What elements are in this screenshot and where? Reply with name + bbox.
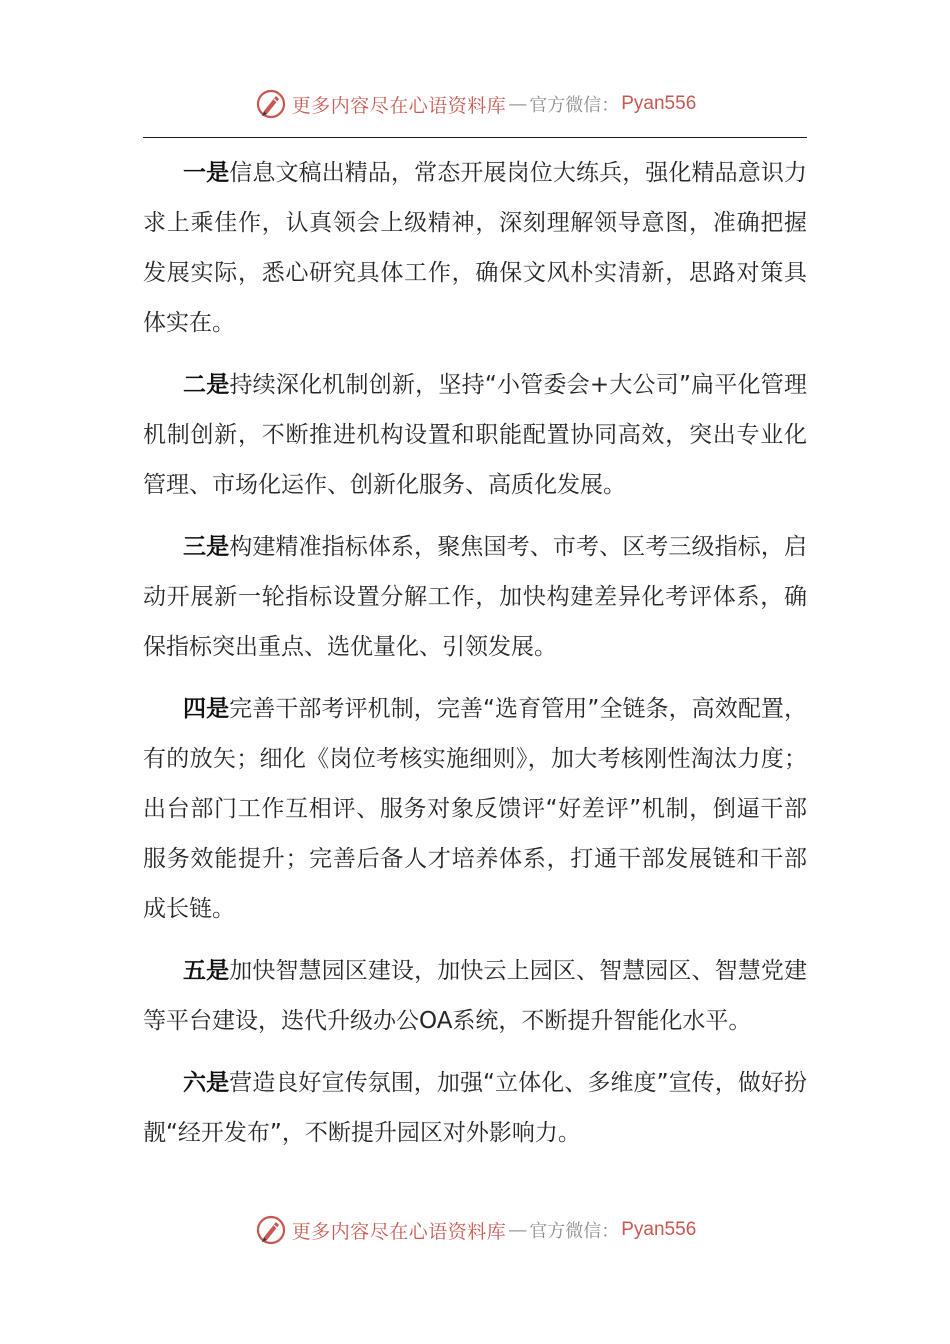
paragraph-3-text: 构建精准指标体系，聚焦国考、市考、区考三级指标，启动开展新一轮指标设置分解工作，加快构建差异化考评体系，确保指标突出重点、选优量化、引领发展。	[143, 534, 808, 660]
paragraph-5	[143, 946, 807, 1046]
paragraph-4-lead: 四是	[183, 696, 230, 722]
paragraph-6	[143, 1058, 807, 1158]
header-wechat-label: 官方微信：	[529, 95, 620, 116]
paragraph-4	[143, 684, 807, 934]
header-site-text: 更多内容尽在心语资料库	[291, 94, 507, 117]
paragraph-1-text: 信息文稿出精品，常态开展岗位大练兵，强化精品意识力求上乘佳作，认真领会上级精神，深刻理解领导意图，准确把握发展实际，悉心研究具体工作，确保文风朴实清新，思路对策具体实在。	[143, 160, 808, 336]
pen-nib-logo-icon	[254, 1213, 288, 1247]
paragraph-6-lead: 六是	[183, 1070, 230, 1096]
header-dash: —	[508, 93, 528, 115]
header-wechat-id: Pyan556	[621, 93, 697, 114]
footer-site-text: 更多内容尽在心语资料库	[291, 1220, 507, 1243]
pen-nib-logo-icon	[254, 87, 288, 121]
paragraph-2	[143, 360, 807, 510]
footer-dash: —	[508, 1219, 528, 1241]
paragraph-3-lead: 三是	[183, 534, 230, 560]
paragraph-1-lead: 一是	[183, 160, 230, 186]
header-banner	[0, 82, 950, 126]
paragraph-2-lead: 二是	[183, 372, 230, 398]
paragraph-6-text: 营造良好宣传氛围，加强“立体化、多维度”宣传，做好扮靓“经开发布”，不断提升园区对外影响力。	[143, 1070, 807, 1146]
paragraph-2-text: 持续深化机制创新，坚持“小管委会+大公司”扁平化管理机制创新，不断推进机构设置和职能配置协同高效，突出专业化管理、市场化运作、创新化服务、高质化发展。	[143, 372, 807, 498]
paragraph-5-text: 加快智慧园区建设，加快云上园区、智慧园区、智慧党建等平台建设，迭代升级办公OA系统，不断提升智能化水平。	[143, 958, 808, 1034]
footer-wechat-label: 官方微信：	[529, 1221, 620, 1242]
paragraph-4-text: 完善干部考评机制，完善“选育管用”全链条，高效配置，有的放矢；细化《岗位考核实施细则》，加大考核刚性淘汰力度；出台部门工作互相评、服务对象反馈评“好差评”机制，倒逼干部服务效能提升；完善后备人才培养体系，打通干部发展链和干部成长链。	[143, 696, 807, 922]
footer-banner	[0, 1208, 950, 1252]
footer-wechat-id: Pyan556	[621, 1219, 697, 1240]
header-divider	[143, 137, 807, 138]
document-body	[143, 148, 807, 1170]
paragraph-5-lead: 五是	[183, 958, 230, 984]
paragraph-3	[143, 522, 807, 672]
paragraph-1	[143, 148, 807, 348]
